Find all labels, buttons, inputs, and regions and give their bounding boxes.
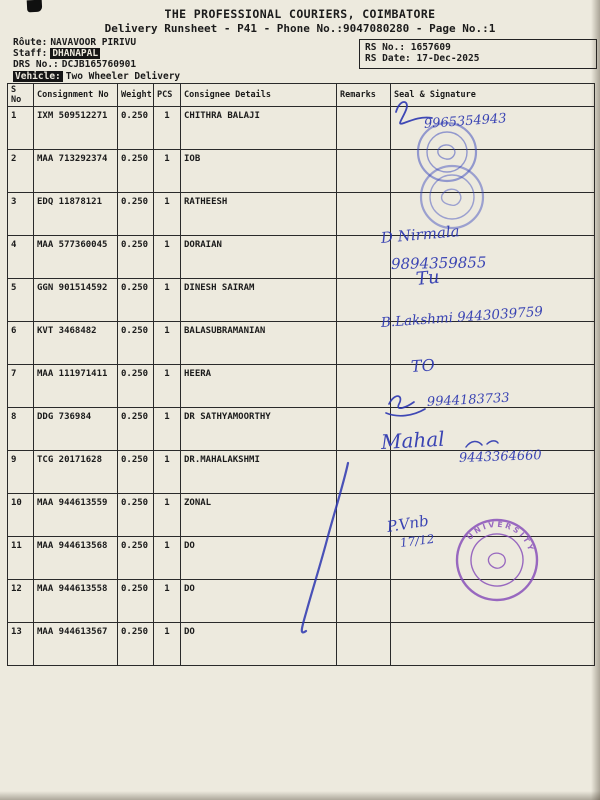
- cell-remarks: [337, 322, 391, 365]
- table-row: [8, 408, 595, 451]
- handwritten-name-row9: Mahal: [380, 426, 446, 454]
- vehicle-label: Vehicle:: [15, 70, 61, 82]
- handwritten-phone-row8: 9944183733: [426, 390, 510, 410]
- table-row: [8, 623, 595, 666]
- table-row: [8, 193, 595, 236]
- handwritten-phone-row4: 9894359855: [390, 253, 487, 273]
- cell-pcs: 1: [154, 580, 181, 623]
- cell-remarks: [337, 623, 391, 666]
- cell-seal-signature: [391, 365, 595, 408]
- cell-remarks: [337, 408, 391, 451]
- col-header-consignee: Consignee Details: [181, 84, 337, 107]
- cell-weight: 0.250: [118, 451, 154, 494]
- cell-pcs: 1: [154, 451, 181, 494]
- cell-weight: 0.250: [118, 365, 154, 408]
- rs-no-label: RS No.:: [365, 42, 406, 53]
- cell-remarks: [337, 365, 391, 408]
- cell-remarks: [337, 537, 391, 580]
- handwritten-initials-row7: TO: [410, 355, 436, 376]
- table-row: [8, 494, 595, 537]
- cell-pcs: 1: [154, 193, 181, 236]
- vehicle-line: [13, 71, 183, 82]
- table-row: [8, 236, 595, 279]
- cell-remarks: [337, 451, 391, 494]
- cell-pcs: 1: [154, 236, 181, 279]
- cell-consignment-no: MAA 944613558: [34, 580, 118, 623]
- cell-consignee: CHITHRA BALAJI: [181, 107, 337, 150]
- cell-remarks: [337, 279, 391, 322]
- cell-consignee: DR.MAHALAKSHMI: [181, 451, 337, 494]
- cell-consignment-no: TCG 20171628: [34, 451, 118, 494]
- delivery-table: [7, 83, 595, 666]
- cell-sno: 1: [8, 107, 34, 150]
- table-header-row: [8, 84, 595, 107]
- cell-consignee: DO: [181, 580, 337, 623]
- cell-weight: 0.250: [118, 408, 154, 451]
- cell-weight: 0.250: [118, 494, 154, 537]
- cell-weight: 0.250: [118, 279, 154, 322]
- col-header-remarks: Remarks: [337, 84, 391, 107]
- cell-seal-signature: [391, 107, 595, 150]
- cell-consignment-no: GGN 901514592: [34, 279, 118, 322]
- cell-remarks: [337, 107, 391, 150]
- cell-consignee: DO: [181, 537, 337, 580]
- cell-weight: 0.250: [118, 107, 154, 150]
- col-header-sno: S No: [8, 84, 34, 107]
- staff-label: Staff:: [13, 48, 48, 60]
- cell-consignment-no: EDQ 11878121: [34, 193, 118, 236]
- cell-pcs: 1: [154, 494, 181, 537]
- table-row: [8, 107, 595, 150]
- cell-weight: 0.250: [118, 193, 154, 236]
- cell-seal-signature: [391, 408, 595, 451]
- cell-weight: 0.250: [118, 236, 154, 279]
- company-title: THE PROFESSIONAL COURIERS, COIMBATORE: [164, 7, 436, 21]
- route-value: NAVAVOOR PIRIVU: [50, 37, 137, 48]
- table-row: [8, 451, 595, 494]
- staff-line: [13, 48, 183, 59]
- rs-no-line: [365, 42, 591, 53]
- cell-remarks: [337, 236, 391, 279]
- cell-consignee: DO: [181, 623, 337, 666]
- info-block: [13, 37, 183, 82]
- cell-remarks: [337, 494, 391, 537]
- col-header-consignment: Consignment No: [34, 84, 118, 107]
- cell-seal-signature: [391, 580, 595, 623]
- cell-pcs: 1: [154, 322, 181, 365]
- cell-pcs: 1: [154, 537, 181, 580]
- cell-weight: 0.250: [118, 537, 154, 580]
- col-header-weight: Weight: [118, 84, 154, 107]
- cell-consignee: DORAIAN: [181, 236, 337, 279]
- cell-pcs: 1: [154, 623, 181, 666]
- cell-seal-signature: [391, 537, 595, 580]
- cell-seal-signature: [391, 494, 595, 537]
- cell-sno: 4: [8, 236, 34, 279]
- table-body: [8, 107, 595, 666]
- table-row: [8, 322, 595, 365]
- cell-consignment-no: MAA 944613568: [34, 537, 118, 580]
- cell-pcs: 1: [154, 365, 181, 408]
- cell-consignment-no: IXM 509512271: [34, 107, 118, 150]
- cell-sno: 7: [8, 365, 34, 408]
- table-row: [8, 279, 595, 322]
- table-row: [8, 150, 595, 193]
- runsheet-subtitle: Delivery Runsheet - P41 - Phone No.:9047080280 - Page No.:1: [104, 22, 496, 35]
- cell-consignee: RATHEESH: [181, 193, 337, 236]
- scan-edge-shadow-bottom: [0, 791, 600, 800]
- cell-consignment-no: MAA 944613567: [34, 623, 118, 666]
- cell-pcs: 1: [154, 408, 181, 451]
- route-label: Rôute:: [13, 37, 48, 48]
- handwritten-sign-row6: B.Lakshmi 9443039759: [380, 303, 544, 331]
- cell-sno: 9: [8, 451, 34, 494]
- rs-date-line: [365, 53, 591, 64]
- col-header-pcs: PCS: [154, 84, 181, 107]
- handwritten-phone-row9: 9443364660: [458, 448, 542, 466]
- scan-edge-shadow-right: [591, 0, 600, 800]
- cell-seal-signature: [391, 150, 595, 193]
- handwritten-name-row4: D Nirmala: [380, 222, 461, 247]
- cell-weight: 0.250: [118, 150, 154, 193]
- handwritten-sign-row11: P.Vnb: [385, 511, 430, 536]
- rs-date-value: 17-Dec-2025: [416, 53, 480, 64]
- route-line: [13, 37, 183, 48]
- rs-box: [359, 39, 597, 69]
- cell-pcs: 1: [154, 107, 181, 150]
- cell-consignee: BALASUBRAMANIAN: [181, 322, 337, 365]
- cell-consignment-no: MAA 944613559: [34, 494, 118, 537]
- cell-consignee: ZONAL: [181, 494, 337, 537]
- cell-seal-signature: [391, 623, 595, 666]
- cell-sno: 10: [8, 494, 34, 537]
- cell-seal-signature: [391, 279, 595, 322]
- cell-sno: 11: [8, 537, 34, 580]
- handwritten-phone-row1: 9965354943: [423, 111, 508, 132]
- cell-sno: 5: [8, 279, 34, 322]
- cell-consignee: DINESH SAIRAM: [181, 279, 337, 322]
- cell-remarks: [337, 580, 391, 623]
- table-row: [8, 580, 595, 623]
- cell-consignment-no: MAA 713292374: [34, 150, 118, 193]
- table-row: [8, 537, 595, 580]
- cell-seal-signature: [391, 451, 595, 494]
- cell-consignment-no: DDG 736984: [34, 408, 118, 451]
- university-stamp-text: UNIVERSITY: [465, 519, 537, 554]
- drs-label: DRS No.:: [13, 59, 59, 71]
- drs-value: DCJB165760901: [61, 59, 137, 71]
- cell-weight: 0.250: [118, 623, 154, 666]
- cell-sno: 13: [8, 623, 34, 666]
- cell-sno: 8: [8, 408, 34, 451]
- cell-sno: 12: [8, 580, 34, 623]
- cell-seal-signature: [391, 236, 595, 279]
- cell-weight: 0.250: [118, 322, 154, 365]
- cell-weight: 0.250: [118, 580, 154, 623]
- cell-sno: 6: [8, 322, 34, 365]
- handwritten-initials-row5: Tu: [414, 266, 441, 290]
- cell-pcs: 1: [154, 279, 181, 322]
- cell-consignment-no: KVT 3468482: [34, 322, 118, 365]
- cell-remarks: [337, 150, 391, 193]
- cell-pcs: 1: [154, 150, 181, 193]
- cell-seal-signature: [391, 322, 595, 365]
- cell-consignee: HEERA: [181, 365, 337, 408]
- cell-remarks: [337, 193, 391, 236]
- vehicle-value: Two Wheeler Delivery: [65, 70, 181, 82]
- rs-no-value: 1657609: [410, 42, 451, 53]
- cell-consignment-no: MAA 111971411: [34, 365, 118, 408]
- cell-consignee: DR SATHYAMOORTHY: [181, 408, 337, 451]
- cell-sno: 3: [8, 193, 34, 236]
- rs-date-label: RS Date:: [365, 53, 411, 64]
- cell-sno: 2: [8, 150, 34, 193]
- table-row: [8, 365, 595, 408]
- drs-line: [13, 59, 183, 70]
- handwritten-date-row11: 17/12: [399, 531, 436, 550]
- cell-seal-signature: [391, 193, 595, 236]
- cell-consignee: IOB: [181, 150, 337, 193]
- staff-value: DHANAPAL: [52, 48, 99, 60]
- cell-consignment-no: MAA 577360045: [34, 236, 118, 279]
- col-header-seal-signature: Seal & Signature: [391, 84, 595, 107]
